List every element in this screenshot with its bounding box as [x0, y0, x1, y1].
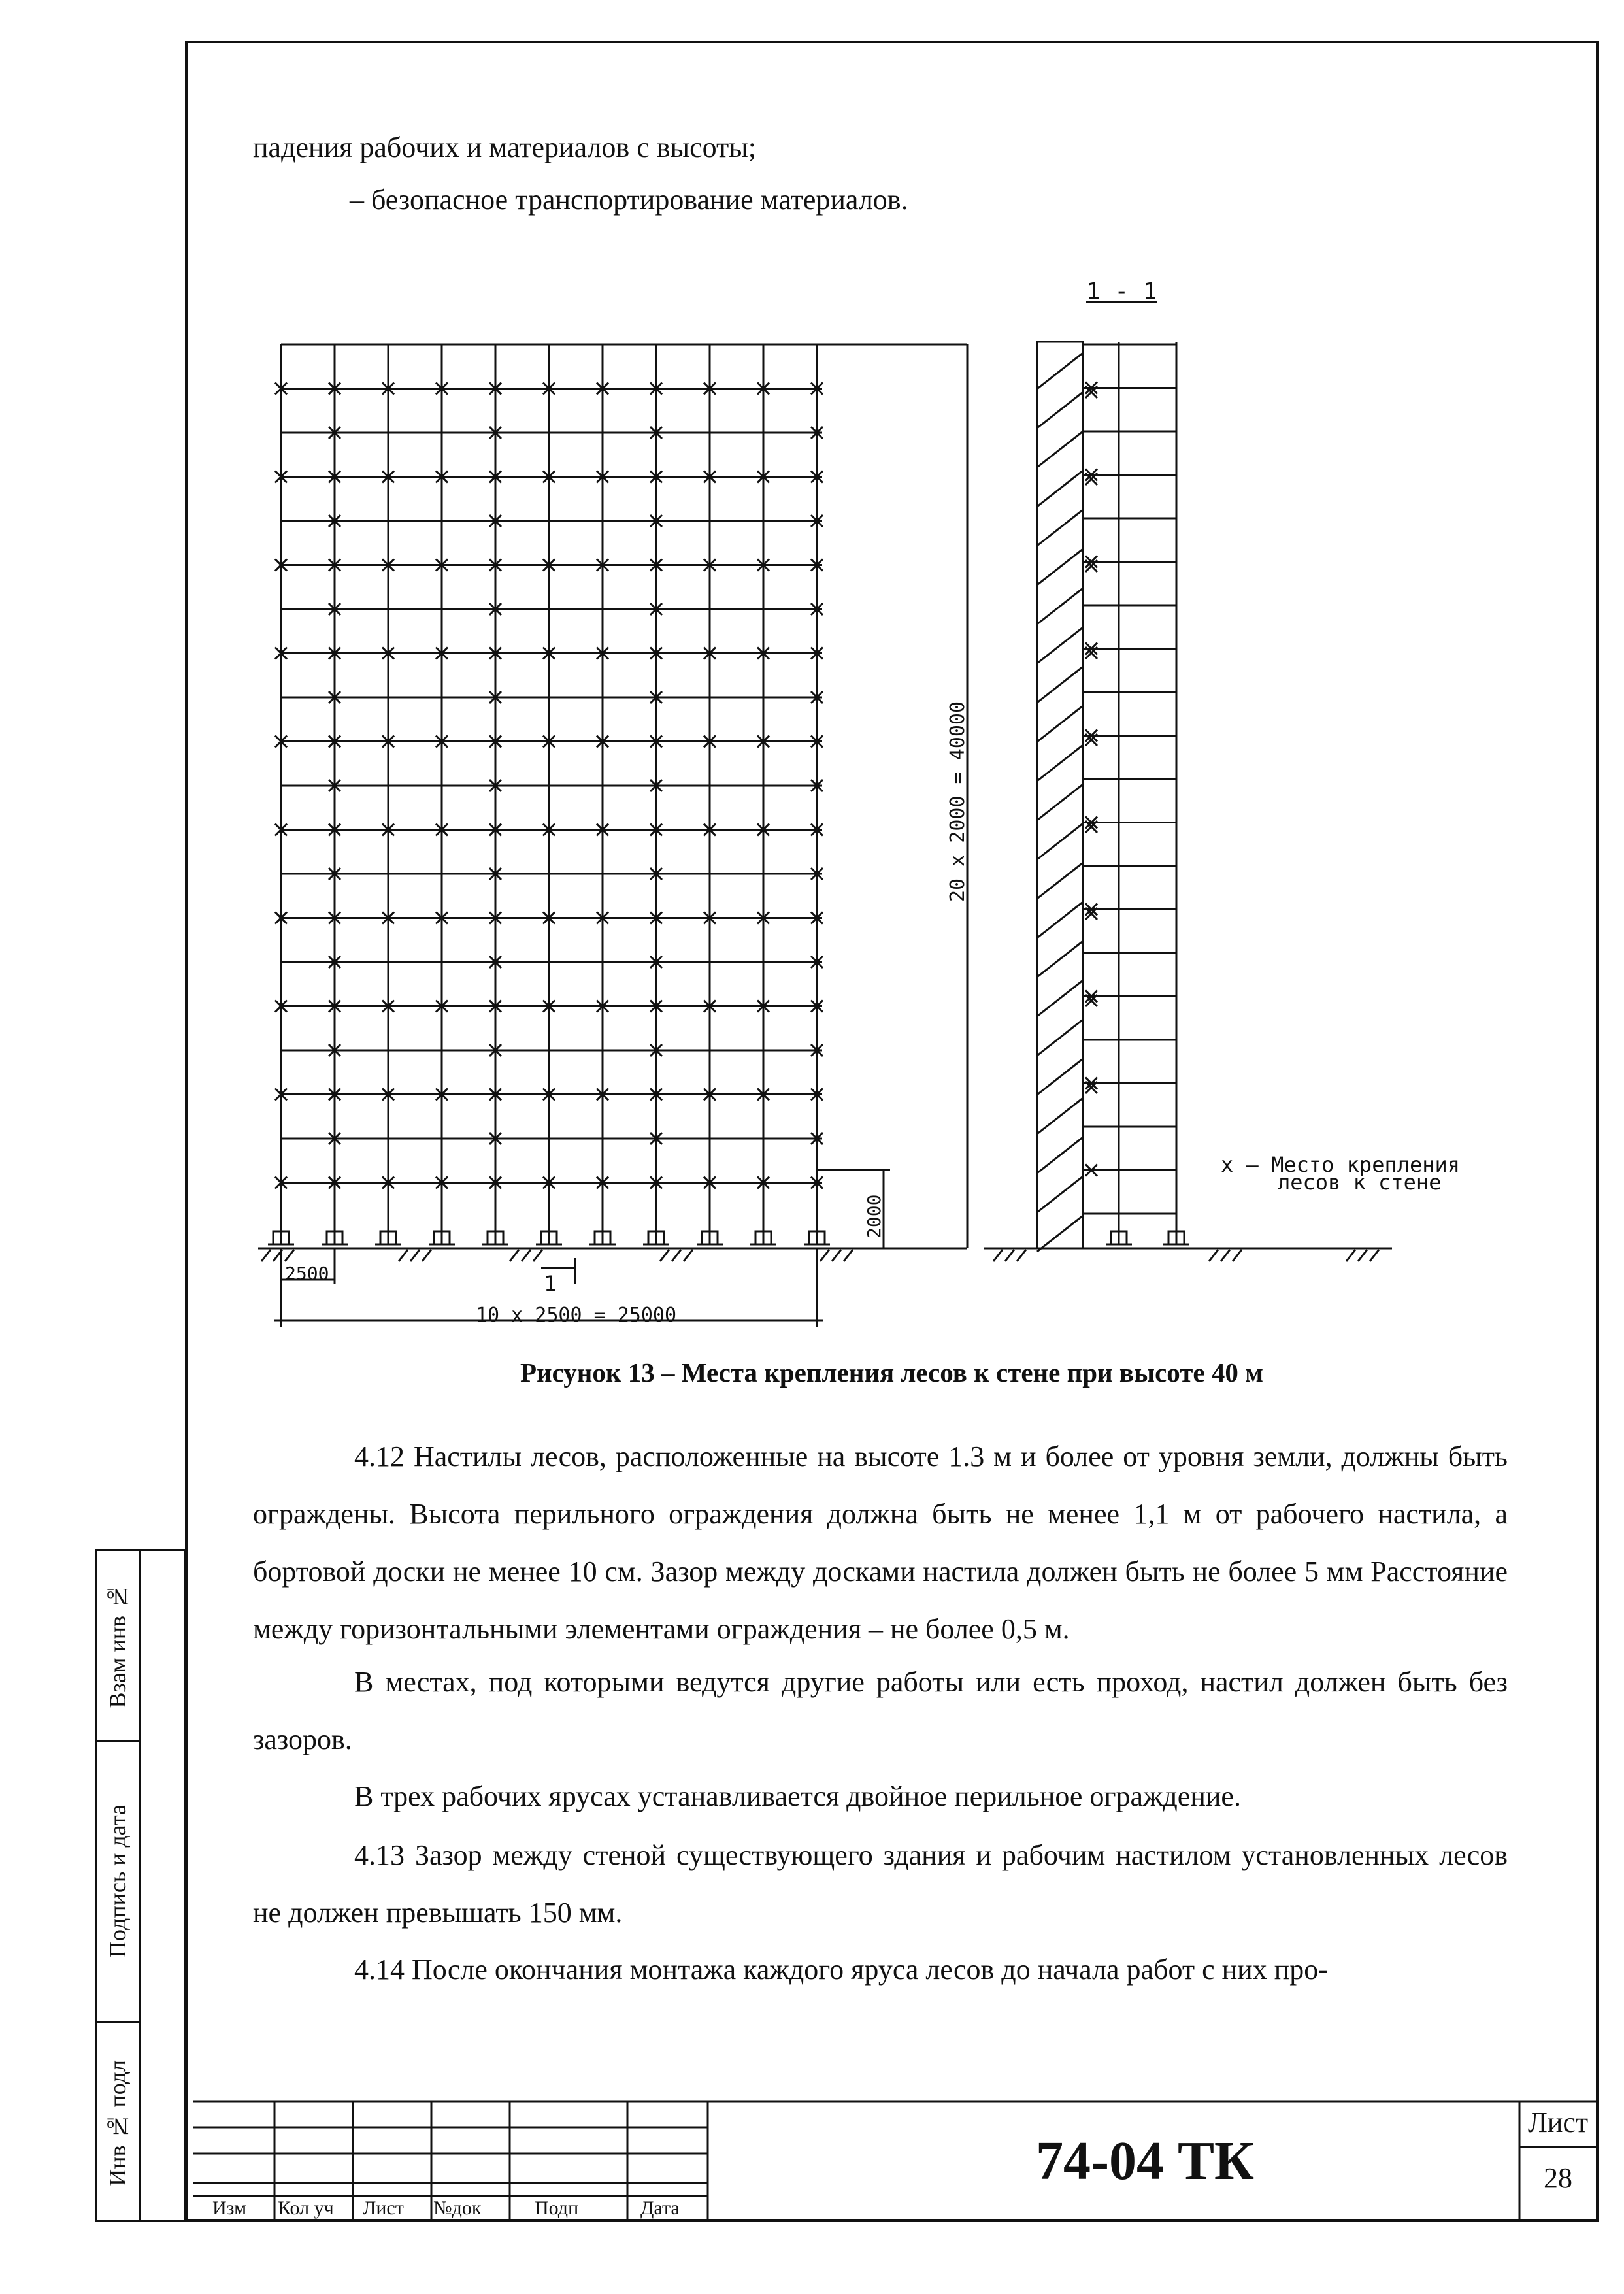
wall-hatch [1037, 353, 1083, 389]
legend-line-2: лесов к стене [1278, 1170, 1442, 1195]
wall-hatch [1037, 588, 1083, 624]
figure-caption: Рисунок 13 – Места крепления лесов к стене при высоте 40 м [520, 1357, 1263, 1388]
ground-hatch [844, 1250, 853, 1261]
stamp-col-list: Лист [363, 2197, 404, 2219]
ground-hatch [533, 1250, 542, 1261]
width-dimension-text: 10 x 2500 = 25000 [476, 1304, 677, 1327]
ground-hatch [410, 1250, 420, 1261]
wall-hatch [1037, 1020, 1083, 1056]
height-dimension-text: 20 x 2000 = 40000 [946, 701, 969, 902]
sheet-label: Лист [1528, 2106, 1589, 2138]
wall-hatch [1037, 667, 1083, 703]
paragraph-tiers: В трех рабочих ярусах устанавливается двойное перильное ограждение. [354, 1780, 1241, 1812]
stamp-col-podp: Подп [535, 2197, 579, 2219]
ground-hatch [261, 1250, 271, 1261]
text-line-1: падения рабочих и материалов с высоты; [253, 131, 757, 163]
wall-hatch [1037, 980, 1083, 1016]
ground-hatch [820, 1250, 829, 1261]
sheet-number: 28 [1544, 2162, 1572, 2194]
stamp-col-data: Дата [640, 2197, 680, 2219]
side-vzam: Взам инв № [105, 1583, 131, 1708]
paragraph-4-12: 4.12 Настилы лесов, расположенные на высоте 1.3 м и более от уровня земли, должны быть ограждены. Высота перильного ограждения должна быть не менее 1,1 м от рабочего настила, а бортовой доски не менее 10 см. Зазор между досками настила должен быть не более 5 мм Расстояние между горизонтальными элементами ограждения – не более 0,5 м. [253, 1440, 1508, 1645]
wall-hatch [1037, 1098, 1083, 1134]
text-line-2: – безопасное транспортирование материалов. [350, 184, 908, 216]
wall-hatch [1037, 902, 1083, 938]
wall-hatch [1037, 1059, 1083, 1095]
ground-hatch [522, 1250, 531, 1261]
stamp-col-ndok: №док [433, 2197, 482, 2219]
side-stamp [95, 1549, 186, 2222]
ground-hatch [399, 1250, 408, 1261]
wall-hatch [1037, 431, 1083, 467]
wall-hatch [1037, 549, 1083, 585]
bay-dimension-text: 2500 [285, 1263, 329, 1284]
ground-hatch [1017, 1250, 1026, 1261]
wall-hatch [1037, 1216, 1083, 1252]
wall-hatch [1037, 471, 1083, 507]
wall-hatch [1037, 392, 1083, 428]
side-inv: Инв № подл [105, 2059, 131, 2186]
ground-hatch [285, 1250, 294, 1261]
ground-hatch [1209, 1250, 1218, 1261]
ground-hatch [1233, 1250, 1242, 1261]
wall-hatch [1037, 863, 1083, 899]
ground-hatch [510, 1250, 519, 1261]
tier-dimension-text: 2000 [863, 1194, 885, 1238]
legend-line-1: x – Место крепления [1221, 1152, 1461, 1177]
section-wall [1037, 342, 1083, 1248]
ground-hatch [1358, 1250, 1367, 1261]
wall-hatch [1037, 941, 1083, 977]
ground-hatch [1370, 1250, 1379, 1261]
paragraph-4-13: 4.13 Зазор между стеной существующего здания и рабочим настилом установленных лесов не должен превышать 150 мм. [253, 1839, 1508, 1929]
document-code: 74-04 ТК [1036, 2131, 1254, 2191]
section-label: 1 - 1 [1086, 278, 1157, 305]
ground-hatch [1346, 1250, 1355, 1261]
stamp-col-kol: Кол уч [278, 2197, 334, 2219]
stamp-col-izm: Изм [212, 2197, 247, 2219]
ground-hatch [660, 1250, 669, 1261]
wall-hatch [1037, 627, 1083, 663]
wall-hatch [1037, 823, 1083, 859]
ground-hatch [1005, 1250, 1014, 1261]
wall-hatch [1037, 510, 1083, 546]
wall-hatch [1037, 745, 1083, 781]
ground-hatch [684, 1250, 693, 1261]
paragraph-places: В местах, под которыми ведутся другие работы или есть проход, настил должен быть без зазоров. [253, 1666, 1508, 1755]
ground-hatch [993, 1250, 1003, 1261]
ground-hatch [1221, 1250, 1230, 1261]
wall-hatch [1037, 706, 1083, 742]
wall-hatch [1037, 784, 1083, 820]
ground-hatch [832, 1250, 841, 1261]
wall-hatch [1037, 1137, 1083, 1173]
paragraph-4-14: 4.14 После окончания монтажа каждого яруса лесов до начала работ с них про- [354, 1953, 1328, 1986]
side-podpis: Подпись и дата [105, 1804, 131, 1958]
cut-mark-label: 1 [544, 1271, 557, 1296]
ground-hatch [672, 1250, 681, 1261]
wall-hatch [1037, 1176, 1083, 1212]
ground-hatch [422, 1250, 431, 1261]
